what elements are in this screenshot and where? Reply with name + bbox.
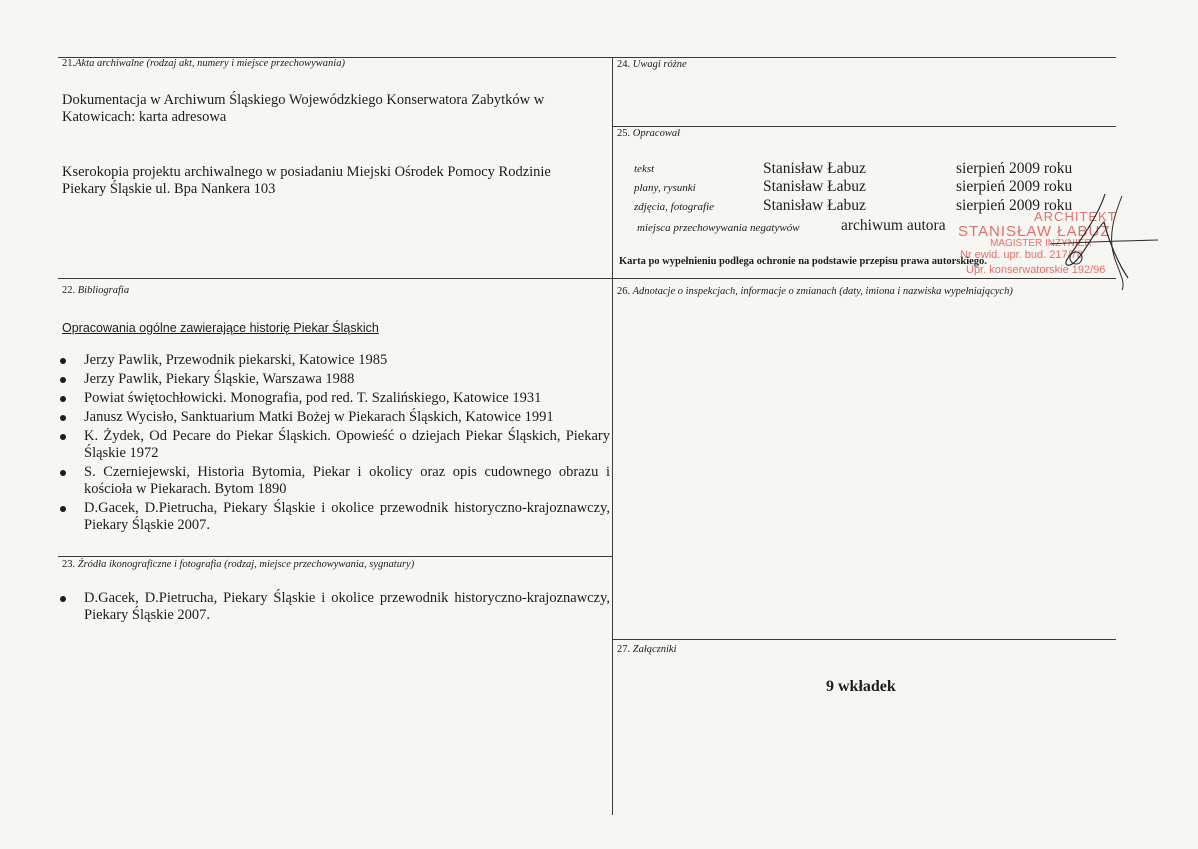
negatives-label: miejsca przechowywania negatywów [637, 222, 800, 234]
column-divider [612, 57, 613, 815]
section-22-title: Bibliografia [77, 285, 130, 296]
section-23-header: 23. Źródła ikonograficzne i fotografia (rodzaj, miejsce przechowywania, sygnatury) [62, 559, 415, 570]
section-25-header: 25. Opracował [617, 128, 680, 139]
bibliography-item: K. Żydek, Od Pecare do Piekar Śląskich. Opowieść o dziejach Piekar Śląskich, Piekary Śląskie 1972 [58, 428, 610, 462]
rule-right-25 [612, 126, 1116, 127]
section-27-header: 27. Załączniki [617, 644, 677, 655]
section-21-header: 21.Akta archiwalne (rodzaj akt, numery i miejsce przechowywania) [62, 58, 345, 69]
stamp-line-2: STANISŁAW ŁABUZ [958, 223, 1111, 240]
author-row-date: sierpień 2009 roku [956, 160, 1073, 177]
bibliography-item: S. Czerniejewski, Historia Bytomia, Piekar i okolicy oraz opis cudownego obrazu i kościoła w Piekarach. Bytom 1890 [58, 464, 610, 498]
bibliography-list [58, 352, 610, 536]
author-row-label: plany, rysunki [634, 182, 696, 194]
author-row-label: tekst [634, 163, 655, 175]
negatives-value: archiwum autora [841, 217, 946, 234]
attachments-value: 9 wkładek [826, 678, 896, 695]
section-26-title: Adnotacje o inspekcjach, informacje o zmianach (daty, imiona i nazwiska wypełniających) [632, 286, 1013, 297]
bibliography-item: Jerzy Pawlik, Piekary Śląskie, Warszawa 1988 [58, 371, 610, 388]
signature-mark [1010, 186, 1160, 296]
author-row-date: sierpień 2009 roku [956, 178, 1073, 195]
rule-22-26 [58, 278, 1116, 279]
section-21-text-2: Kserokopia projektu archiwalnego w posiadaniu Miejski Ośrodek Pomocy Rodzinie Piekary Śląskie ul. Bpa Nankera 103 [62, 164, 551, 197]
rule-left-23 [58, 556, 612, 557]
bibliography-item: D.Gacek, D.Pietrucha, Piekary Śląskie i okolice przewodnik historyczno-krajoznawczy, Piekary Śląskie 2007. [58, 500, 610, 534]
bibliography-item: Jerzy Pawlik, Przewodnik piekarski, Katowice 1985 [58, 352, 610, 369]
section-23-title: Źródła ikonograficzne i fotografia (rodzaj, miejsce przechowywania, sygnatury) [77, 559, 415, 570]
bibliography-item: Powiat świętochłowicki. Monografia, pod red. T. Szalińskiego, Katowice 1931 [58, 390, 610, 407]
author-row-date: sierpień 2009 roku [956, 197, 1073, 214]
section-25-title: Opracował [632, 128, 680, 139]
iconography-item: D.Gacek, D.Pietrucha, Piekary Śląskie i okolice przewodnik historyczno-krajoznawczy, Piekary Śląskie 2007. [58, 590, 610, 624]
section-24-title: Uwagi różne [632, 59, 687, 70]
bibliography-subheading: Opracowania ogólne zawierające historię Piekar Śląskich [62, 321, 379, 335]
author-row-label: zdjęcia, fotografie [634, 201, 715, 213]
section-26-header: 26. Adnotacje o inspekcjach, informacje o zmianach (daty, imiona i nazwiska wypełniających) [617, 286, 1013, 297]
bibliography-item: Janusz Wycisło, Sanktuarium Matki Bożej w Piekarach Śląskich, Katowice 1991 [58, 409, 610, 426]
section-27-title: Załączniki [632, 644, 677, 655]
stamp-line-4: Nr ewid. upr. bud. 217/78 [960, 249, 1083, 261]
rule-right-27 [612, 639, 1116, 640]
protection-note: Karta po wypełnieniu podlega ochronie na podstawie przepisu prawa autorskiego. [619, 256, 987, 267]
iconography-list [58, 590, 610, 626]
author-row-name: Stanisław Łabuz [763, 160, 866, 177]
section-21-title: Akta archiwalne (rodzaj akt, numery i miejsce przechowywania) [75, 58, 345, 69]
section-24-header: 24. Uwagi różne [617, 59, 687, 70]
stamp-line-5: Upr. konserwatorskie 192/96 [966, 264, 1106, 276]
stamp-line-1: ARCHITEKT [1034, 209, 1117, 224]
section-22-header: 22. Bibliografia [62, 285, 130, 296]
section-21-text-1: Dokumentacja w Archiwum Śląskiego Wojewódzkiego Konserwatora Zabytków w Katowicach: karta adresowa [62, 92, 545, 125]
author-row-name: Stanisław Łabuz [763, 178, 866, 195]
stamp-line-3: MAGISTER INŻYNIER [990, 238, 1092, 249]
author-row-name: Stanisław Łabuz [763, 197, 866, 214]
